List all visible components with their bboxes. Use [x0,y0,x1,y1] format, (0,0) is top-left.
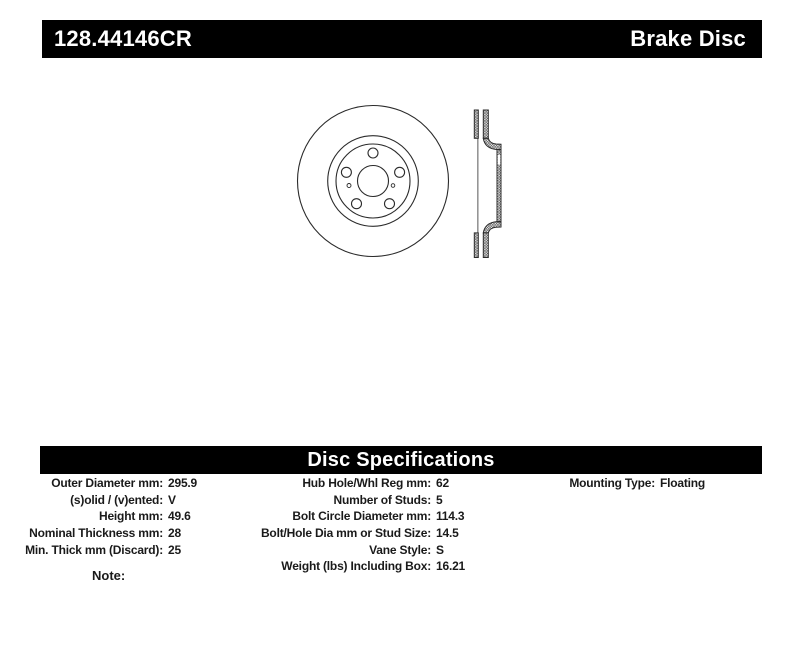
note-label: Note: [92,568,126,583]
spec-row [230,541,465,558]
stud-hole [385,199,395,209]
spec-label: Hub Hole/Whl Reg mm: [302,476,431,491]
stud-hole [352,199,362,209]
spec-label: Outer Diameter mm: [51,476,163,491]
spec-row [230,475,465,492]
spec-label: Mounting Type: [569,476,655,491]
header-bar [42,20,762,58]
spec-column-middle [230,475,465,575]
spec-label: Bolt Circle Diameter mm: [292,509,431,524]
stud-hole [368,148,378,158]
spec-value: 16.21 [436,559,466,574]
spec-label: Number of Studs: [333,492,431,507]
spec-row [20,525,197,542]
spec-value: 28 [168,526,181,541]
set-screw-hole [391,184,395,188]
spec-value: V [168,492,176,507]
spec-label: Vane Style: [369,542,431,557]
spec-row [20,492,197,509]
spec-row [20,475,197,492]
set-screw-hole [347,184,351,188]
section-header-bar [40,446,762,474]
spec-label: (s)olid / (v)ented: [70,492,163,507]
spec-row [460,475,705,492]
spec-value: S [436,542,444,557]
spec-row [20,541,197,558]
spec-value: 114.3 [436,509,465,524]
stud-hole [395,167,405,177]
hat-stud-hole-gap [498,155,501,165]
spec-label: Min. Thick mm (Discard): [25,542,163,557]
spec-value: 295.9 [168,476,198,491]
spec-row [230,508,465,525]
spec-label: Weight (lbs) Including Box: [281,559,431,574]
spec-value: 14.5 [436,526,459,541]
spec-label: Bolt/Hole Dia mm or Stud Size: [260,526,431,541]
spec-column-left [20,475,197,558]
product-title: Brake Disc [630,26,746,51]
spec-value: Floating [660,476,706,491]
spec-row [230,525,465,542]
spec-value: 5 [436,492,443,507]
section-title: Disc Specifications [307,448,495,471]
brake-disc-cross-section-drawing [474,110,501,258]
spec-row [20,508,197,525]
spec-row [230,558,465,575]
spec-column-right [460,475,705,492]
spec-row [230,492,465,509]
spec-label: Nominal Thickness mm: [29,526,163,541]
hub-hole [358,166,389,197]
brake-disc-front-view-drawing [298,106,449,257]
part-number: 128.44146CR [54,26,192,51]
stud-hole [341,167,351,177]
spec-value: 49.6 [168,509,191,524]
spec-value: 25 [168,542,181,557]
spec-value: 62 [436,476,449,491]
spec-label: Height mm: [98,509,163,524]
